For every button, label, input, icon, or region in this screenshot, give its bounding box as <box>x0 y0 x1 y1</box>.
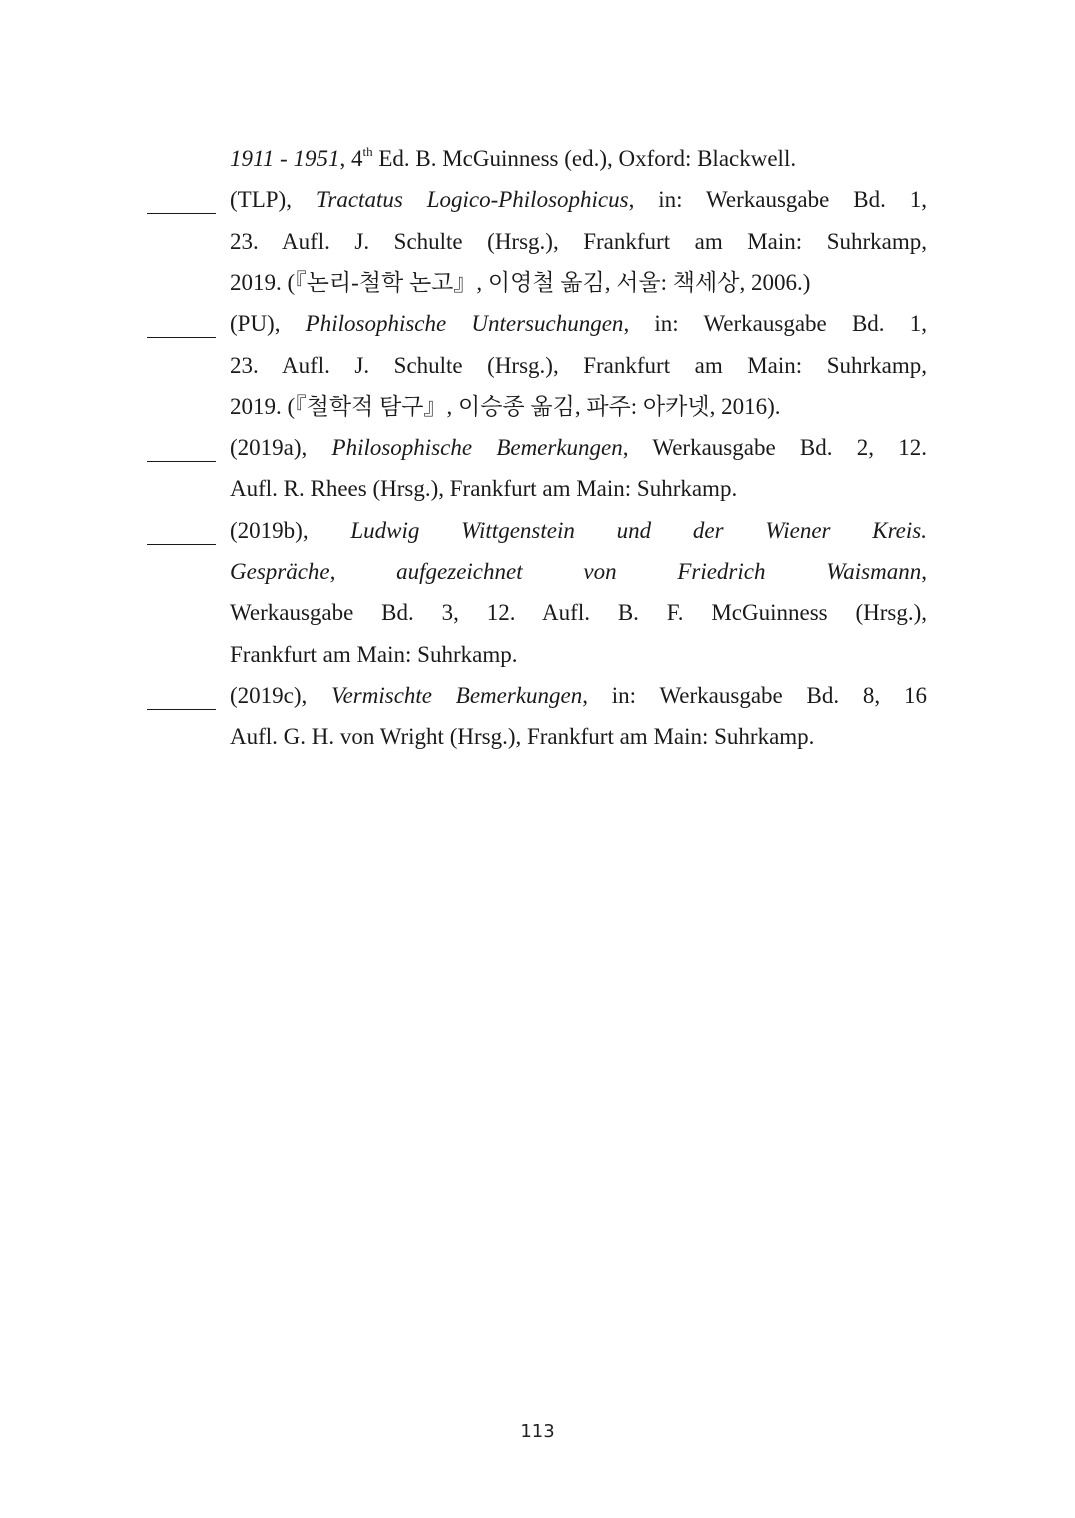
bibliography-line-text <box>230 720 927 754</box>
citation-text: 23. Aufl. J. Schulte (Hrsg.), Frankfurt am Main: Suhrkamp, <box>230 353 927 378</box>
italic-title-text: Vermischte Bemerkungen <box>331 683 583 708</box>
bibliography-line-text <box>230 638 927 672</box>
page-number: 113 <box>520 1421 555 1442</box>
citation-text: (TLP), <box>230 187 316 212</box>
bibliography-entry-start <box>0 514 1075 548</box>
repeated-author-dash <box>147 709 216 710</box>
citation-text: , in: Werkausgabe Bd. 1, <box>628 187 927 212</box>
citation-text: Frankfurt am Main: Suhrkamp. <box>230 642 518 667</box>
italic-title-text: Philosophische Bemerkungen <box>331 435 623 460</box>
repeated-author-dash <box>147 461 216 462</box>
bibliography-line <box>0 596 1075 630</box>
bibliography-line-text <box>230 266 927 300</box>
bibliography-line-text <box>230 679 927 713</box>
italic-title-text: Gespräche, aufgezeichnet von Friedrich Waismann <box>230 559 922 584</box>
bibliography-line <box>0 390 1075 424</box>
citation-text: , <box>921 559 927 584</box>
citation-text: (2019a), <box>230 435 332 460</box>
bibliography-line-text <box>230 472 927 506</box>
citation-text: (2019b), <box>230 518 351 543</box>
bibliography-line-text <box>230 431 927 465</box>
bibliography-entry-start <box>0 183 1075 217</box>
citation-text: , Werkausgabe Bd. 2, 12. <box>622 435 927 460</box>
bibliography-line <box>0 555 1075 589</box>
citation-text: , in: Werkausgabe Bd. 8, 16 <box>582 683 927 708</box>
citation-text: (2019c), <box>230 683 332 708</box>
italic-title-text: Tractatus Logico-Philosophicus <box>315 187 629 212</box>
bibliography-entry-start <box>0 679 1075 713</box>
bibliography-line <box>0 349 1075 383</box>
citation-text: Aufl. R. Rhees (Hrsg.), Frankfurt am Main: Suhrkamp. <box>230 476 738 501</box>
bibliography-line-text <box>230 225 927 259</box>
bibliography-line <box>0 142 1075 176</box>
bibliography-entry-start <box>0 431 1075 465</box>
citation-text: , 4 <box>339 146 363 171</box>
bibliography-line-text <box>230 349 927 383</box>
bibliography-line-text <box>230 183 927 217</box>
bibliography-line-text <box>230 390 927 424</box>
italic-title-text: Ludwig Wittgenstein und der Wiener Kreis. <box>350 518 927 543</box>
bibliography-line-text <box>230 596 927 630</box>
bibliography-line <box>0 266 1075 300</box>
citation-text: (PU), <box>230 311 306 336</box>
citation-text: Aufl. G. H. von Wright (Hrsg.), Frankfurt am Main: Suhrkamp. <box>230 724 815 749</box>
italic-title-text: Philosophische Untersuchungen <box>305 311 624 336</box>
bibliography-line <box>0 472 1075 506</box>
citation-text: Werkausgabe Bd. 3, 12. Aufl. B. F. McGuinness (Hrsg.), <box>230 600 927 625</box>
bibliography-entry-start <box>0 307 1075 341</box>
citation-text: , in: Werkausgabe Bd. 1, <box>623 311 927 336</box>
bibliography-line <box>0 720 1075 754</box>
citation-text: 23. Aufl. J. Schulte (Hrsg.), Frankfurt am Main: Suhrkamp, <box>230 229 927 254</box>
citation-text: Ed. B. McGuinness (ed.), Oxford: Blackwell. <box>372 146 797 171</box>
citation-text: 2019. (『논리-철학 논고』, 이영철 옮김, 서울: 책세상, 2006.) <box>230 270 811 295</box>
bibliography-line-text <box>230 514 927 548</box>
citation-text: 2019. (『철학적 탐구』, 이승종 옮김, 파주: 아카넷, 2016). <box>230 394 781 419</box>
bibliography-line <box>0 638 1075 672</box>
superscript-text: th <box>362 144 373 159</box>
repeated-author-dash <box>147 213 216 214</box>
bibliography-line-text <box>230 307 927 341</box>
bibliography-line-text <box>230 142 927 176</box>
italic-title-text: 1911 - 1951 <box>230 146 340 171</box>
bibliography-line <box>0 225 1075 259</box>
bibliography-line-text <box>230 555 927 589</box>
repeated-author-dash <box>147 544 216 545</box>
repeated-author-dash <box>147 337 216 338</box>
